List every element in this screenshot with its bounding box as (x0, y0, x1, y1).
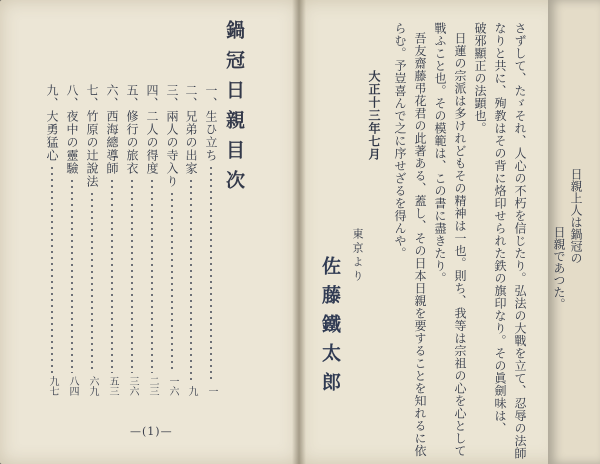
preface-date: 大正十三年七月 (367, 70, 381, 161)
body-text-line: 日蓮の宗派は多けれどもその精神は一也。則ち、我等は宗祖の心を心として (453, 32, 467, 457)
toc-entry[interactable] (44, 84, 60, 396)
toc-leader-dots (71, 178, 73, 373)
toc-entry-label: 三、兩人の寺入り (165, 84, 179, 188)
body-text-line: さずして、たゞそれ、人心の不朽を信じたり。弘法の大戰を立て、忍辱の法師 (513, 22, 527, 460)
toc-leader-dots (210, 165, 212, 383)
toc-entry-label: 八、夜中の靈驗 (65, 84, 79, 175)
toc-entry-label: 四、二人の得度 (145, 84, 159, 175)
toc-entry[interactable] (164, 84, 180, 396)
toc-entry-page: 三六 (127, 376, 138, 396)
toc-entry-page: 九七 (47, 376, 58, 396)
toc-leader-dots (111, 178, 113, 373)
toc-leader-dots (51, 165, 53, 373)
toc-entry-label: 六、西海總導師 (105, 84, 119, 175)
body-text-line: なりと共に、殉教はその背に烙印せられた鉄の旗印なり。その眞劍味は、 (493, 22, 507, 435)
toc-entry-page: 一 (206, 386, 217, 396)
signature-name: 佐藤鐵太郎 (319, 256, 341, 401)
toc-entry-page: 六九 (87, 376, 98, 396)
toc-entry-label: 一、生ひ立ち (204, 84, 218, 162)
toc-entry[interactable] (104, 84, 120, 396)
toc-entry[interactable] (84, 84, 100, 396)
contents-title: 鍋冠日親目次 (223, 20, 245, 200)
body-text-line: 吾友齋藤弔花君の此著ある、蓋し、その日本日親を要することを知れるに依 (413, 32, 427, 457)
toc-entry[interactable] (183, 84, 199, 396)
toc-entry[interactable] (144, 84, 160, 396)
toc-entry-label: 五、修行の旅衣 (125, 84, 139, 175)
toc-leader-dots (151, 178, 153, 373)
toc-entry[interactable] (124, 84, 140, 396)
toc-entry[interactable] (203, 84, 219, 396)
toc-entry-label: 七、竹原の辻說法 (85, 84, 99, 188)
body-text-line: らむ。予豈喜んで之に序せざるを得んや。 (393, 22, 407, 260)
toc-entry-page: 二三 (147, 376, 158, 396)
toc-leader-dots (91, 191, 93, 373)
toc-leader-dots (131, 178, 133, 373)
next-page-text-line: 日親であつた。 (552, 226, 566, 310)
next-page-text-line: 日親上人は鍋冠の (569, 168, 583, 264)
toc-entry-page: 九 (186, 386, 197, 396)
toc-entry-page: 五三 (107, 376, 118, 396)
body-text-line: 戰ふこと也。その模範は、この書に盡きたり。 (433, 22, 447, 285)
toc-entry-label: 二、兄弟の出家 (184, 84, 198, 175)
toc-leader-dots (190, 178, 192, 383)
toc-leader-dots (171, 191, 173, 373)
body-text-line: 破邪顯正の法顕也。 (473, 22, 487, 135)
toc-entry-label: 九、大勇猛心 (45, 84, 59, 162)
book-gutter (292, 0, 306, 464)
signature-location: 東京より (351, 228, 364, 284)
page-number: —(1)— (130, 425, 173, 438)
toc-entry-page: 一六 (167, 376, 178, 396)
toc-entry-page: 八四 (67, 376, 78, 396)
toc-entry[interactable] (64, 84, 80, 396)
